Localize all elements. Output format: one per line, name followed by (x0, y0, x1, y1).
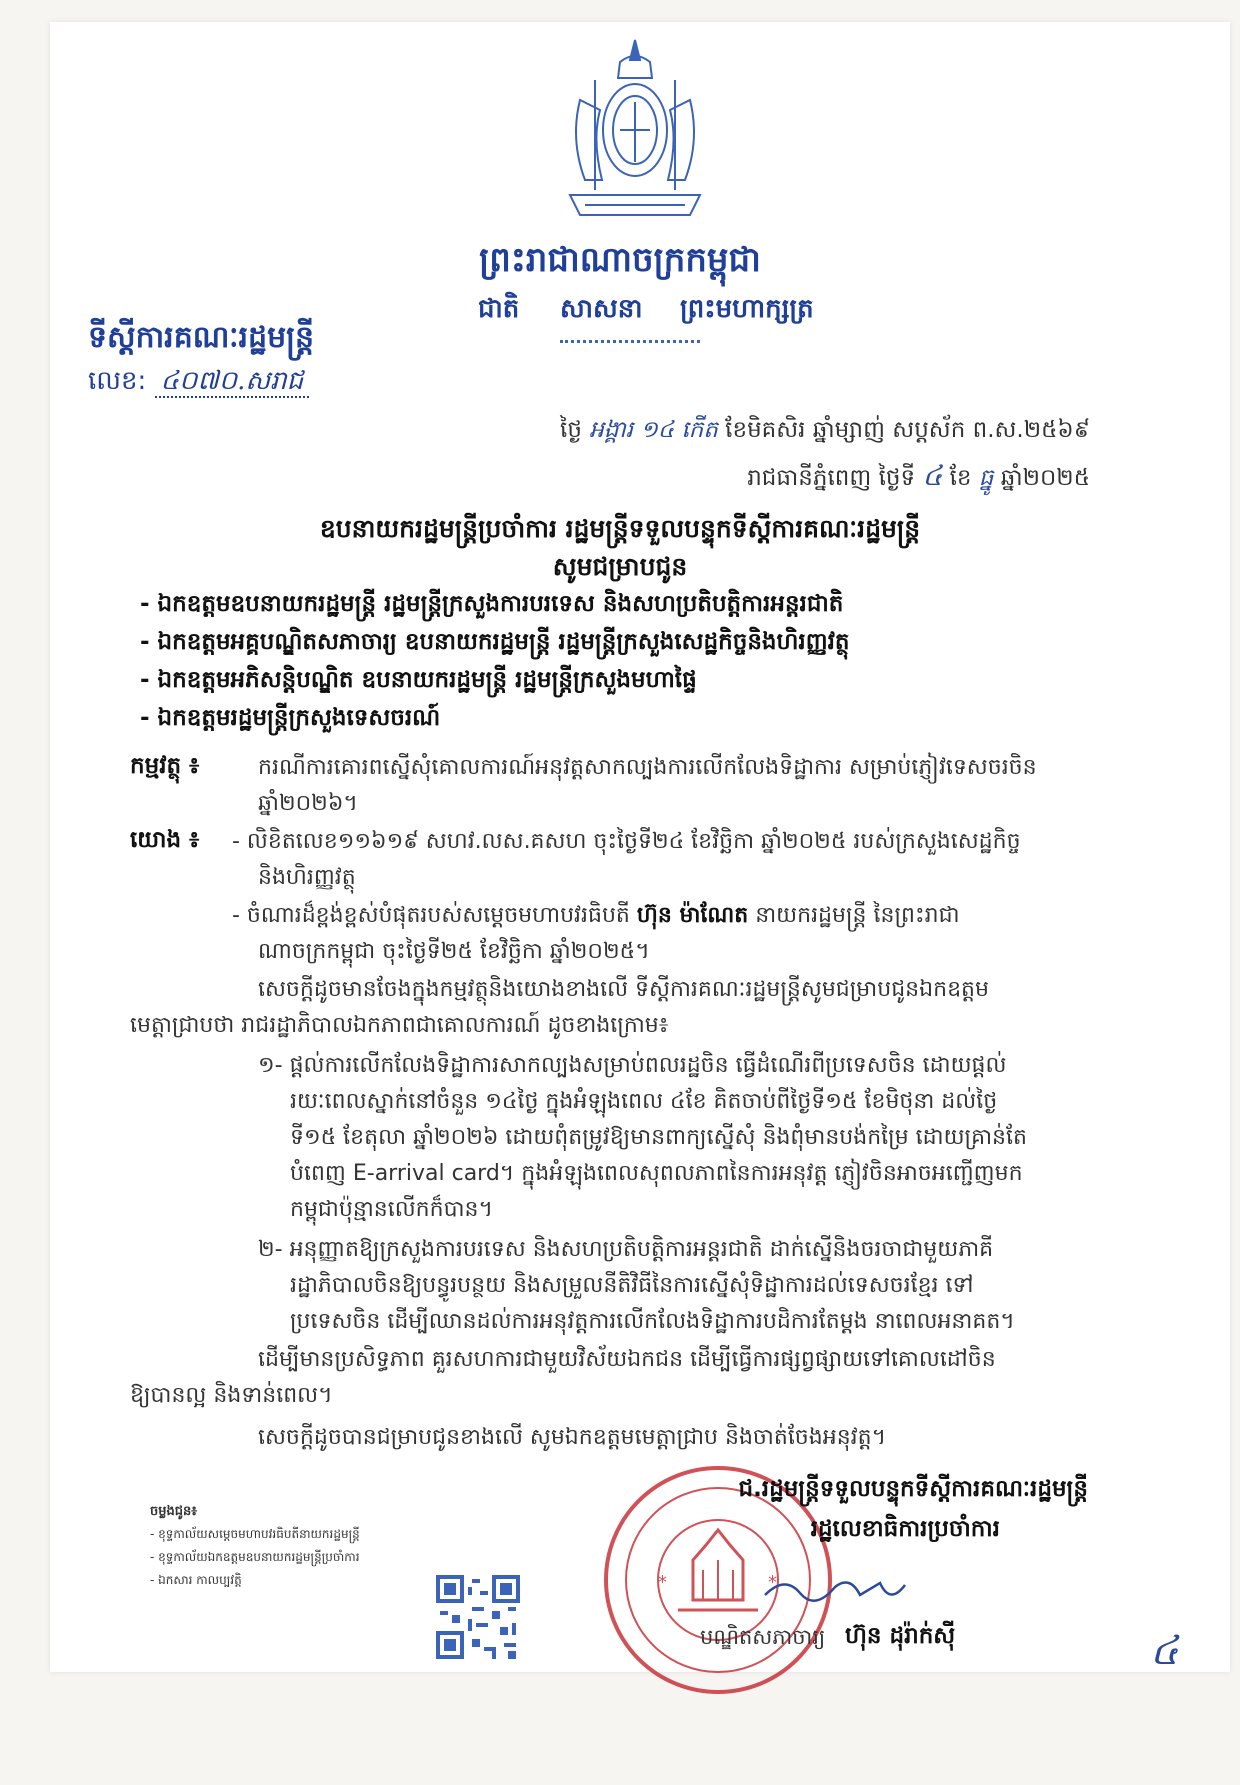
motto-king: ព្រះមហាក្សត្រ (680, 294, 814, 324)
reference-item-1-line-1: - លិខិតលេខ១១៦១៩ សហវ.លស.គសហ ចុះថ្ងៃទី២៤ ខែវិច្ឆិកា ឆ្នាំ២០២៥ របស់ក្រសួងសេដ្ឋកិច្ច (232, 829, 1021, 854)
solar-date (747, 458, 1090, 499)
subject-line-2: ឆ្នាំ២០២៦។ (258, 791, 358, 816)
royal-emblem-icon (540, 30, 730, 230)
copies-title: ចម្លងជូន៖ (150, 1504, 197, 1519)
recipient-4: - ឯកឧត្តមរដ្ឋមន្ត្រីក្រសួងទេសចរណ៍ (140, 705, 441, 731)
ornament-divider (560, 340, 700, 347)
solar-date-day: ៤ (922, 459, 943, 492)
reference-item-1-line-2: និងហិរញ្ញវត្ថុ (258, 865, 356, 890)
solar-date-month: ធ្នូ (978, 465, 994, 491)
reference-item-2-line-2: ណាចក្រកម្ពុជា ចុះថ្ងៃទី២៥ ខែវិច្ឆិកា ឆ្នាំ២០២៥។ (258, 939, 650, 964)
svg-text:*: * (658, 1572, 667, 1593)
letter-title: ឧបនាយករដ្ឋមន្ត្រីប្រចាំការ រដ្ឋមន្ត្រីទទួលបន្ទុកទីស្ដីការគណៈរដ្ឋមន្ត្រី (319, 514, 921, 543)
lunar-date-prefix: ថ្ងៃ (560, 417, 582, 443)
issuing-office: ទីស្ដីការគណៈរដ្ឋមន្ត្រី (88, 320, 315, 355)
recipient-1: - ឯកឧត្តមឧបនាយករដ្ឋមន្ត្រី រដ្ឋមន្ត្រីក្រសួងការបរទេស និងសហប្រតិបត្តិការអន្តរជាតិ (140, 591, 844, 617)
point-1-line-2: រយៈពេលស្នាក់នៅចំនួន ១៤ថ្ងៃ ក្នុងអំឡុងពេល ៤ខែ គិតចាប់ពីថ្ងៃទី១៥ ខែមិថុនា ដល់ថ្ងៃ (290, 1089, 998, 1114)
lunar-date (560, 416, 1090, 449)
solar-date-prefix: រាជធានីភ្នំពេញ ថ្ងៃទី (747, 465, 916, 491)
closing-line: សេចក្តីដូចបានជម្រាបជូនខាងលើ សូមឯកឧត្តមមេត្តាជ្រាប និងចាត់ចែងអនុវត្ត។ (258, 1425, 887, 1450)
reference-item-2-post: នាយករដ្ឋមន្ត្រី នៃព្រះរាជា (755, 903, 960, 928)
recipient-2: - ឯកឧត្តមអគ្គបណ្ឌិតសភាចារ្យ ឧបនាយករដ្ឋមន្ត្រី រដ្ឋមន្ត្រីក្រសួងសេដ្ឋកិច្ចនិងហិរញ្ញវត្ថុ (140, 629, 850, 655)
point-2-line-2: រដ្ឋាភិបាលចិនឱ្យបន្ធូរបន្ថយ និងសម្រួលនីតិវិធីនៃការស្នើសុំទិដ្ឋាការដល់ទេសចរខ្មែរ ទៅ (290, 1273, 974, 1298)
kingdom-heading: ព្រះរាជាណាចក្រកម្ពុជា (479, 240, 761, 280)
efficiency-line-1: ដើម្បីមានប្រសិទ្ធភាព គួរសហការជាមួយវិស័យឯកជន ដើម្បីធ្វើការផ្សព្វផ្សាយទៅគោលដៅចិន (258, 1347, 996, 1372)
point-1-line-1: ១- ផ្តល់ការលើកលែងទិដ្ឋាការសាកល្បងសម្រាប់ពលរដ្ឋចិន ធ្វើដំណើរពីប្រទេសចិន ដោយផ្តល់ (258, 1053, 1007, 1078)
qr-code-icon (436, 1575, 520, 1659)
solar-date-year: ឆ្នាំ២០២៥ (1000, 465, 1090, 491)
reference-item-2-pre: - ចំណារដ៏ខ្ពង់ខ្ពស់បំផុតរបស់សម្តេចមហាបវរធិបតី (232, 903, 630, 928)
letter-salutation: សូមជម្រាបជូន (552, 552, 688, 581)
point-2-line-1: ២- អនុញ្ញាតឱ្យក្រសួងការបរទេស និងសហប្រតិបត្តិការអន្តរជាតិ ដាក់ស្នើនិងចរចាជាមួយភាគី (258, 1237, 994, 1262)
copies-list (150, 1500, 360, 1592)
svg-text:*: * (768, 1572, 777, 1593)
reference-label: លេខ: (88, 366, 147, 396)
body-intro-line-1: សេចក្តីដូចមានចែងក្នុងកម្មវត្ថុនិងយោងខាងលើ ទីស្ដីការគណៈរដ្ឋមន្ត្រីសូមជម្រាបជូនឯកឧត្តម (258, 977, 989, 1002)
page-number: ៤ (1150, 1628, 1179, 1674)
copy-item-1: - ខុទ្ទកាល័យសម្តេចមហាបវរធិបតីនាយករដ្ឋមន្ត្រី (150, 1527, 360, 1541)
signatory-title: បណ្ឌិតសភាចារ្យ (700, 1625, 826, 1649)
point-2-line-3: ប្រទេសចិន ដើម្បីឈានដល់ការអនុវត្តការលើកលែងទិដ្ឋាការបដិការតែម្តង នាពេលអនាគត។ (290, 1309, 1015, 1334)
reference-item-2-line-1 (232, 898, 960, 934)
signatory-name: ហ៊ុន ដុរ៉ាក់ស៊ី (845, 1623, 956, 1649)
reference-section-label: យោង ៖ (130, 827, 200, 853)
signature-line-1: ជ.រដ្ឋមន្ត្រីទទួលបន្ទុកទីស្ដីការគណៈរដ្ឋមន្ត្រី (738, 1476, 1088, 1502)
subject-label: កម្មវត្ថុ ៖ (130, 753, 200, 779)
lunar-date-rest: ខែមិគសិរ ឆ្នាំម្សាញ់ សប្តស័ក ព.ស.២៥៦៩ (725, 417, 1090, 443)
efficiency-line-2: ឱ្យបានល្អ និងទាន់ពេល។ (130, 1383, 333, 1408)
recipient-3: - ឯកឧត្តមអភិសន្តិបណ្ឌិត ឧបនាយករដ្ឋមន្ត្រី រដ្ឋមន្ត្រីក្រសួងមហាផ្ទៃ (140, 667, 697, 693)
subject-line-1: ករណីការគោរពស្នើសុំគោលការណ៍អនុវត្តសាកល្បងការលើកលែងទិដ្ឋាការ សម្រាប់ភ្ញៀវទេសចរចិន (258, 755, 1037, 780)
signature-line-2: រដ្ឋលេខាធិការប្រចាំការ (810, 1516, 1000, 1542)
reference-value: ៤០៧០.សរាជ (155, 366, 310, 398)
point-1-line-3: ទី១៥ ខែតុលា ឆ្នាំ២០២៦ ដោយពុំតម្រូវឱ្យមានពាក្យស្នើសុំ និងពុំមានបង់កម្រៃ ដោយគ្រាន់តែ (290, 1125, 1027, 1150)
handwritten-signature (760, 1565, 910, 1619)
motto-religion: សាសនា (560, 294, 643, 324)
copy-item-3: - ឯកសារ កាលប្បវត្តិ (150, 1573, 242, 1587)
solar-date-month-label: ខែ (949, 465, 972, 491)
point-1-line-5: កម្ពុជាប៉ុន្មានលើកក៏បាន។ (290, 1197, 494, 1222)
prime-minister-name: ហ៊ុន ម៉ាណែត (636, 903, 749, 928)
body-intro-line-2: មេត្តាជ្រាបថា រាជរដ្ឋាភិបាលឯកភាពជាគោលការណ៍ ដូចខាងក្រោម៖ (130, 1013, 669, 1038)
motto-nation: ជាតិ (478, 294, 520, 324)
point-1-line-4: បំពេញ E-arrival card។ ក្នុងអំឡុងពេលសុពលភាពនៃការអនុវត្ត ភ្ញៀវចិនអាចអញ្ជើញមក (290, 1161, 1023, 1186)
reference-number (88, 364, 309, 402)
copy-item-2: - ខុទ្ទកាល័យឯកឧត្តមឧបនាយករដ្ឋមន្ត្រីប្រចាំការ (150, 1550, 360, 1564)
lunar-date-handwritten: អង្គារ ១៤ កើត (589, 417, 718, 443)
